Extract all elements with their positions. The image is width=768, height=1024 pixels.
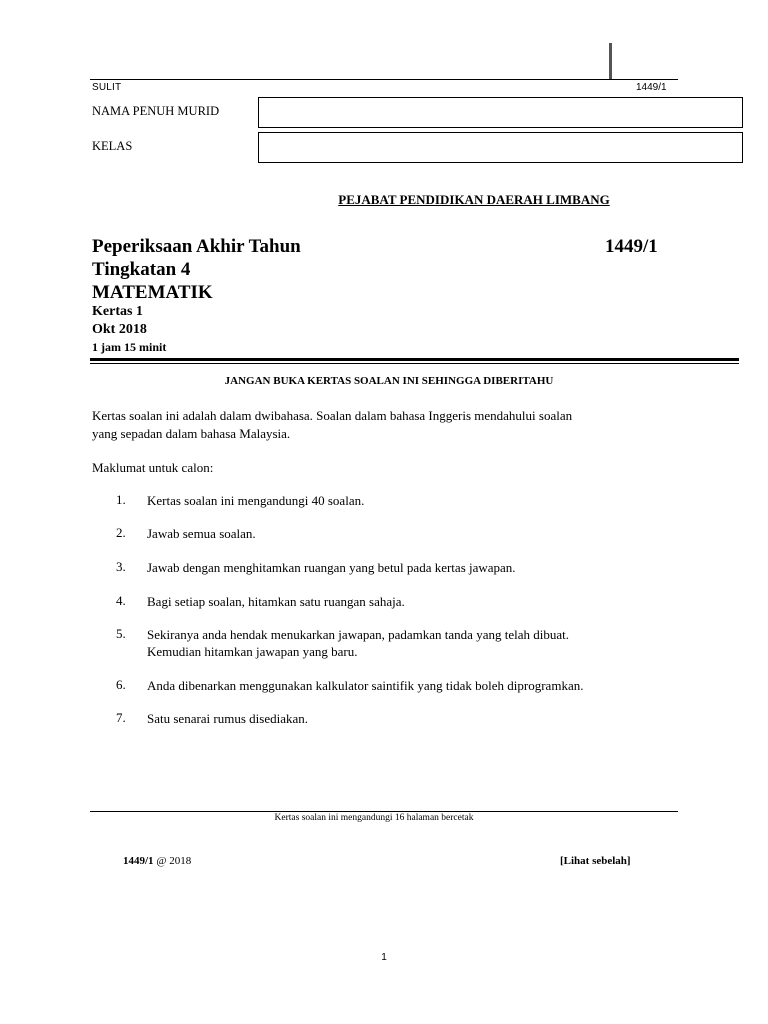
- instruction-number: 1.: [116, 492, 126, 507]
- divider-thick: [90, 358, 739, 361]
- footer-rule: [90, 811, 678, 812]
- intro-line-1: Kertas soalan ini adalah dalam dwibahasa. Soalan dalam bahasa Inggeris mendahului soalan: [92, 408, 573, 423]
- instruction-number: 6.: [116, 677, 126, 692]
- instruction-text: Satu senarai rumus disediakan.: [147, 711, 309, 726]
- intro-line-2: yang sepadan dalam bahasa Malaysia.: [92, 426, 291, 441]
- divider-thin: [90, 363, 739, 364]
- instruction-text-continued: Kemudian hitamkan jawapan yang baru.: [147, 644, 358, 659]
- student-name-label: NAMA PENUH MURID: [92, 104, 220, 118]
- instruction-text: Anda dibenarkan menggunakan kalkulator saintifik yang tidak boleh diprogramkan.: [147, 678, 584, 693]
- header-rule: [90, 79, 678, 80]
- page-count-note: Kertas soalan ini mengandungi 16 halaman bercetak: [274, 813, 474, 823]
- exam-duration: 1 jam 15 minit: [92, 340, 167, 354]
- binder-mark: [609, 43, 612, 79]
- office-heading: PEJABAT PENDIDIKAN DAERAH LIMBANG: [338, 192, 610, 207]
- instruction-number: 3.: [116, 559, 126, 574]
- instruction-text: Bagi setiap soalan, hitamkan satu ruangan sahaja.: [147, 594, 405, 609]
- footer-code: [123, 855, 191, 867]
- class-label: KELAS: [92, 139, 133, 153]
- instruction-number: 2.: [116, 525, 126, 540]
- exam-code: 1449/1: [605, 236, 658, 257]
- exam-paper: Kertas 1: [92, 304, 143, 319]
- class-field[interactable]: [258, 132, 743, 163]
- warning-text: JANGAN BUKA KERTAS SOALAN INI SEHINGGA DIBERITAHU: [224, 375, 554, 387]
- page-number: 1: [381, 952, 387, 963]
- instruction-number: 4.: [116, 593, 126, 608]
- instruction-text: Sekiranya anda hendak menukarkan jawapan, padamkan tanda yang telah dibuat.: [147, 627, 569, 642]
- info-heading: Maklumat untuk calon:: [92, 460, 214, 475]
- student-name-field[interactable]: [258, 97, 743, 128]
- footer-copyright: @ 2018: [153, 855, 192, 867]
- instruction-text: Jawab semua soalan.: [147, 526, 256, 541]
- exam-form: Tingkatan 4: [92, 259, 191, 280]
- paper-code-header: 1449/1: [636, 82, 667, 93]
- exam-title: Peperiksaan Akhir Tahun: [92, 236, 301, 257]
- classification-label: SULIT: [92, 82, 122, 93]
- instruction-number: 5.: [116, 626, 126, 641]
- footer-code-bold: 1449/1: [123, 855, 154, 867]
- instruction-text: Jawab dengan menghitamkan ruangan yang betul pada kertas jawapan.: [147, 560, 516, 575]
- exam-date: Okt 2018: [92, 322, 147, 337]
- instruction-number: 7.: [116, 710, 126, 725]
- exam-subject: MATEMATIK: [92, 282, 213, 303]
- turn-over-note: [Lihat sebelah]: [560, 855, 631, 867]
- instruction-text: Kertas soalan ini mengandungi 40 soalan.: [147, 493, 365, 508]
